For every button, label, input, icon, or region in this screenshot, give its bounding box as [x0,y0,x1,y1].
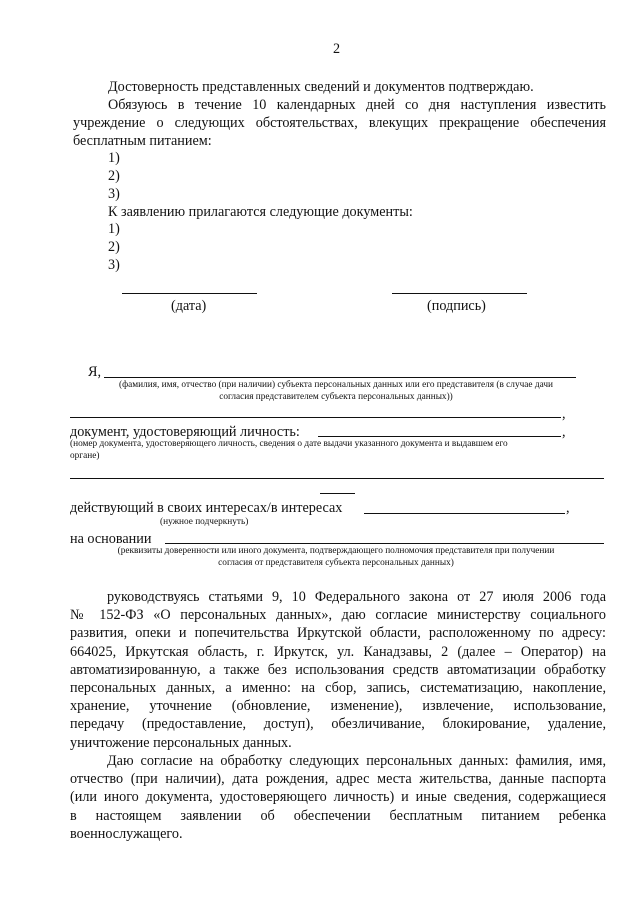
paragraph-line: военнослужащего. [70,825,183,842]
fio-note [80,379,592,403]
underline-note: (нужное подчеркнуть) [160,517,249,527]
paragraph-line: автоматизированную, а также без использования средств автоматизации обработку [70,661,606,678]
page-number: 2 [333,41,341,57]
paragraph-line: Даю согласие на обработку следующих персональных данных: фамилия, имя, [107,753,606,769]
identity-document-label: документ, удостоверяющий личность: [70,424,300,440]
list-item: 2) [108,168,120,184]
basis-note-line: согласия от представителя субъекта персональных данных) [218,558,454,568]
paragraph-line: хранение, уточнение (обновление, изменение), извлечение, использование, [70,698,606,715]
signature-label: (подпись) [427,298,486,314]
basis-note [80,545,592,569]
attached-documents-text: К заявлению прилагаются следующие документы: [108,204,413,220]
paragraph-line: передачу (предоставление, доступ), обезличивание, блокирование, удаление, [70,716,606,733]
fio-continuation-line[interactable] [70,417,561,418]
list-item: 3) [108,257,120,273]
identity-document-note-line: органе) [70,451,100,461]
basis-field-line[interactable] [165,543,604,544]
basis-label: на основании [70,531,152,547]
comma: , [562,424,566,440]
paragraph-line: отчество (при наличии), дата рождения, адрес места жительства, данные паспорта [70,771,606,788]
paragraph-line: руководствуясь статьями 9, 10 Федерального закона от 27 июля 2006 года [107,589,606,605]
identity-document-line[interactable] [318,436,561,437]
fio-note-line: согласия представителем субъекта персональных данных)) [219,392,453,402]
paragraph-line: Обязуюсь в течение 10 календарных дней со дня наступления известить [108,97,606,113]
acting-interests-text: действующий в своих интересах/в интересах [70,500,343,516]
paragraph-line: развития, опеки и попечительства Иркутской области, расположенному по адресу: [70,625,606,642]
personal-data-paragraph [70,752,606,843]
comma: , [566,500,570,516]
list-item: 1) [108,150,120,166]
fio-field-line[interactable] [104,377,576,378]
basis-note-line: (реквизиты доверенности или иного документа, подтверждающего полномочия представителя при получении [117,546,555,556]
identity-document-continuation-line[interactable] [70,478,604,479]
identity-document-note [70,438,508,462]
signature-line[interactable] [392,293,527,294]
short-underline [320,493,355,494]
identity-document-note-line: (номер документа, удостоверяющего личность, сведения о дате выдачи указанного документа и выдавшем его [70,439,508,449]
consent-paragraph [70,588,606,752]
paragraph-line: уничтожение персональных данных. [70,734,292,751]
date-line[interactable] [122,293,257,294]
paragraph-line: № 152-ФЗ «О персональных данных», даю согласие министерству социального [70,607,606,624]
paragraph-line: (или иного документа, удостоверяющего личность) и иные сведения, содержащиеся [70,789,606,806]
paragraph-line: учреждение о следующих обстоятельствах, влекущих прекращение обеспечения [73,115,606,131]
date-label: (дата) [171,298,207,314]
fio-note-line: (фамилия, имя, отчество (при наличии) субъекта персональных данных или его представителя (в случае дачи [119,380,553,390]
interests-field-line[interactable] [364,513,565,514]
ya-label: Я, [88,364,102,380]
list-item: 3) [108,186,120,202]
paragraph-line: персональных данных, а именно: на сбор, запись, систематизацию, накопление, [70,680,606,697]
paragraph-line: бесплатным питанием: [73,133,212,149]
paragraph-line: в настоящем заявлении об обеспечении бесплатным питанием ребенка [70,807,606,824]
obligation-paragraph [73,96,606,150]
list-item: 2) [108,239,120,255]
paragraph-line: 664025, Иркутская область, г. Иркутск, ул. Канадзавы, 2 (далее – Оператор) на [70,643,606,660]
confirmation-text: Достоверность представленных сведений и документов подтверждаю. [108,79,534,95]
list-item: 1) [108,221,120,237]
comma: , [562,406,566,422]
